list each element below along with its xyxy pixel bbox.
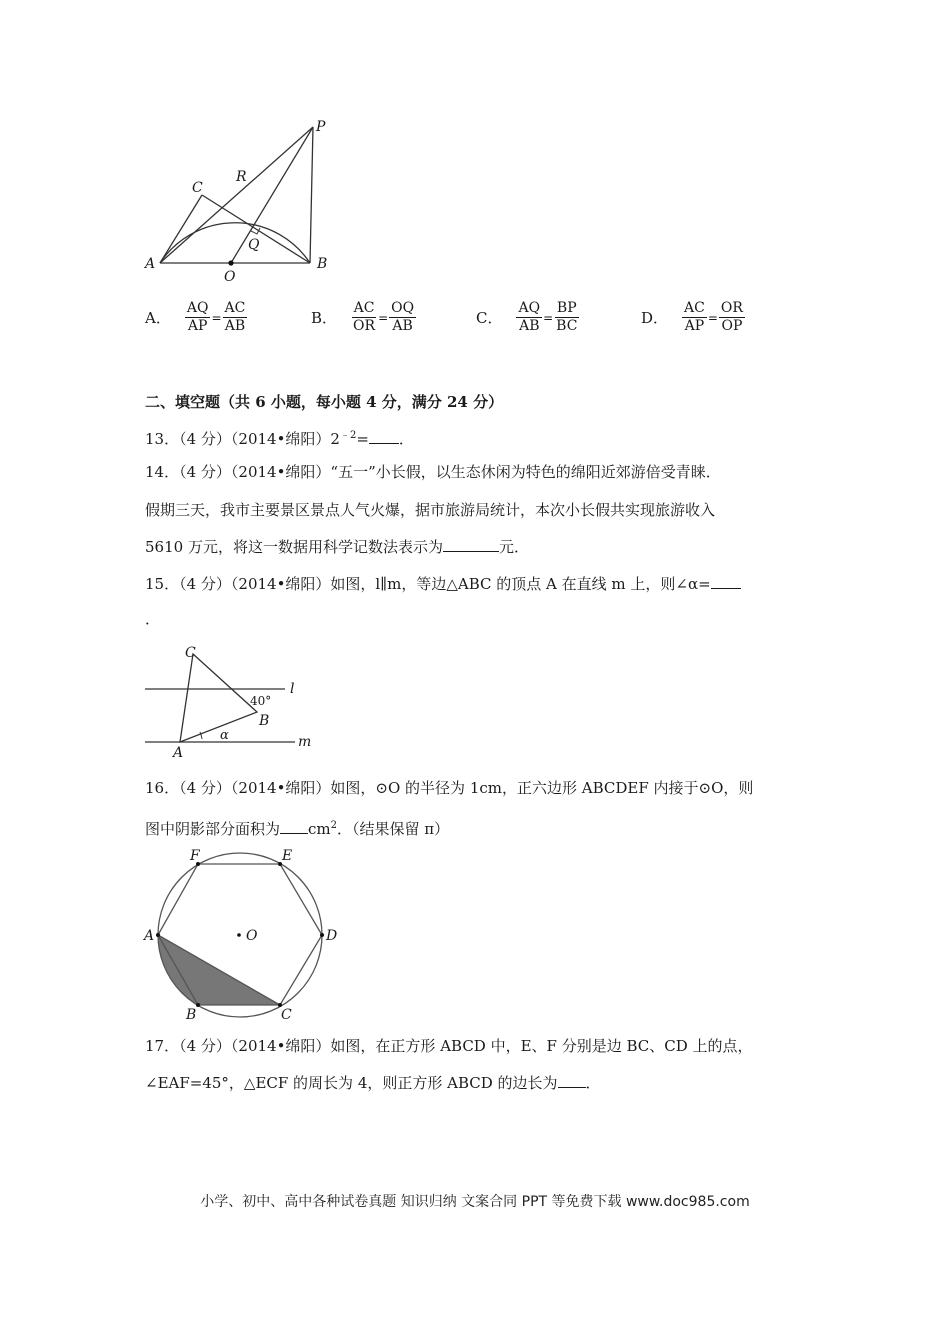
point-a <box>156 933 160 937</box>
hexagon-circle-figure <box>140 845 350 1025</box>
q13-exponent: ﹣2 <box>339 430 357 441</box>
option-letter: B． <box>311 309 338 327</box>
option-d[interactable] <box>641 300 745 335</box>
equals-sign: = <box>707 310 718 325</box>
label-b: B <box>317 256 328 272</box>
equals-sign: = <box>378 310 389 325</box>
label-b: B <box>186 1007 197 1023</box>
question-14-line-2: 假期三天，我市主要景区景点人气火爆，据市旅游局统计，本次小长假共实现旅游收入 <box>145 501 716 519</box>
label-a: A <box>145 256 156 272</box>
q16-end: ．（结果保留 π） <box>337 820 450 838</box>
segment-bp <box>310 127 313 263</box>
label-f: F <box>190 848 200 864</box>
answer-blank[interactable] <box>711 574 741 589</box>
label-m: m <box>298 734 312 750</box>
label-l: l <box>290 681 295 697</box>
point-d <box>320 933 324 937</box>
label-o: O <box>224 269 236 285</box>
question-16-line-1: 16．（4 分）（2014•绵阳）如图，⊙O 的半径为 1cm，正六边形 ABCDEF 内接于⊙O，则 <box>145 779 754 797</box>
option-c[interactable] <box>476 300 579 335</box>
option-letter: A． <box>145 309 171 327</box>
label-o: O <box>246 928 258 944</box>
question-17-line-1: 17．（4 分）（2014•绵阳）如图，在正方形 ABCD 中，E、F 分别是边 BC、CD 上的点， <box>145 1037 753 1055</box>
q13-text: 13．（4 分）（2014•绵阳）2 <box>145 430 340 448</box>
label-a: A <box>144 928 155 944</box>
question-16-line-2 <box>145 816 449 839</box>
q16-unit: cm <box>308 820 331 838</box>
label-c: C <box>281 1007 292 1023</box>
point-b <box>196 1003 200 1007</box>
fraction-right: $\frac{AC}{AB}$ <box>224 300 246 334</box>
parallel-lines-figure <box>140 640 320 760</box>
label-p: P <box>316 119 326 135</box>
page-footer: 小学、初中、高中各种试卷真题 知识归纳 文案合同 PPT 等免费下载 www.doc985.com <box>200 1194 750 1210</box>
q13-equals: = <box>356 430 369 448</box>
semicircle-figure <box>140 115 340 290</box>
segment-ap <box>160 127 313 263</box>
option-b[interactable] <box>311 300 416 335</box>
q14-end: 元． <box>498 538 529 556</box>
center-point-o <box>237 933 241 937</box>
label-d: D <box>326 928 338 944</box>
question-15-line-2: ． <box>145 610 161 628</box>
option-letter: D． <box>641 309 669 327</box>
section-title: 二、填空题（共 6 小题，每小题 4 分，满分 24 分） <box>145 393 504 411</box>
question-13 <box>145 426 414 449</box>
fraction-right: $\frac{BP}{BC}$ <box>556 300 578 334</box>
answer-blank[interactable] <box>280 819 308 834</box>
answer-blank[interactable] <box>369 429 399 444</box>
q16-text: 图中阴影部分面积为 <box>145 820 281 838</box>
segment-ac <box>160 195 202 263</box>
question-17-line-2 <box>145 1073 601 1093</box>
label-b: B <box>259 713 270 729</box>
question-15-line-1 <box>145 574 741 594</box>
label-e: E <box>282 848 293 864</box>
label-c: C <box>192 180 203 196</box>
question-14-line-3 <box>145 537 529 557</box>
label-c: C <box>185 645 196 661</box>
fraction-left: $\frac{AC}{AP}$ <box>684 300 705 334</box>
label-r: R <box>236 169 247 185</box>
label-q: Q <box>248 237 260 253</box>
option-letter: C． <box>476 309 503 327</box>
label-angle-40: 40° <box>250 694 272 708</box>
fraction-left: $\frac{AQ}{AB}$ <box>518 300 541 334</box>
q15-text: 15．（4 分）（2014•绵阳）如图，l∥m，等边△ABC 的顶点 A 在直线 m 上，则∠α= <box>145 575 711 593</box>
q16-unit-exponent: 2 <box>330 820 338 831</box>
answer-blank[interactable] <box>558 1073 586 1088</box>
label-a: A <box>173 745 184 760</box>
center-point-o <box>228 260 233 265</box>
segment-op <box>231 127 313 263</box>
q17-text: ∠EAF=45°，△ECF 的周长为 4，则正方形 ABCD 的边长为 <box>145 1074 558 1092</box>
fraction-left: $\frac{AQ}{AP}$ <box>186 300 209 334</box>
answer-blank[interactable] <box>443 537 499 552</box>
fraction-right: $\frac{OR}{OP}$ <box>720 300 743 334</box>
equals-sign: = <box>211 310 222 325</box>
fraction-left: $\frac{AC}{OR}$ <box>353 300 376 334</box>
equals-sign: = <box>543 310 554 325</box>
option-a[interactable] <box>145 300 247 335</box>
q13-end: ． <box>398 430 414 448</box>
q14-text: 5610 万元，将这一数据用科学记数法表示为 <box>145 538 443 556</box>
label-alpha: α <box>220 728 229 743</box>
fraction-right: $\frac{OQ}{AB}$ <box>391 300 415 334</box>
triangle-abc <box>180 654 257 742</box>
question-14-line-1: 14．（4 分）（2014•绵阳）“五一”小长假，以生态休闲为特色的绵阳近郊游倍受青睐． <box>145 463 721 481</box>
q17-end: ． <box>585 1074 601 1092</box>
